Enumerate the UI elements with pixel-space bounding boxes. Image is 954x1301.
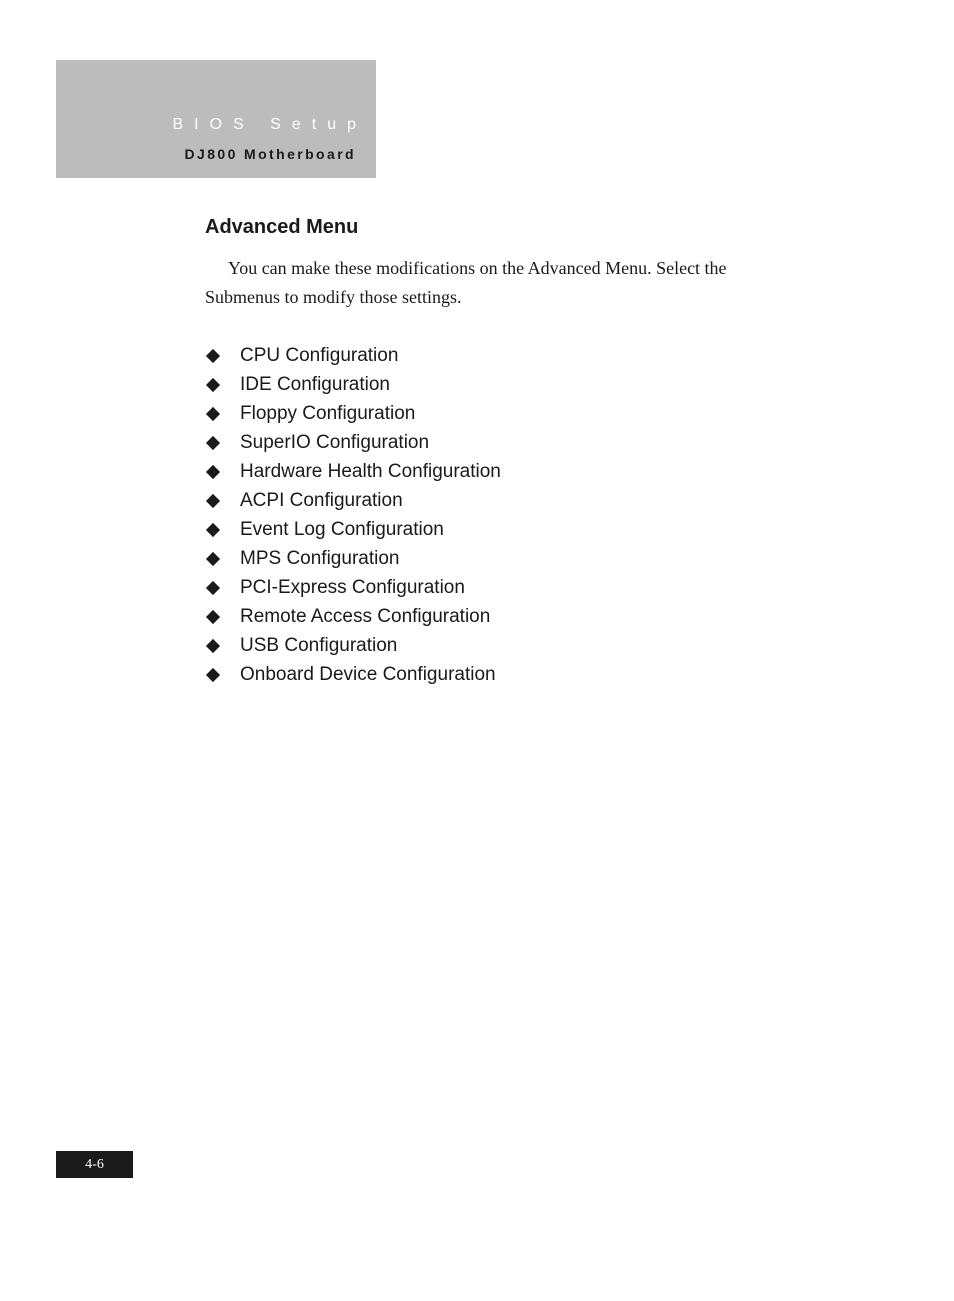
- header-title: BIOS Setup: [172, 116, 367, 133]
- submenu-label: SuperIO Configuration: [240, 431, 430, 453]
- diamond-bullet-icon: [206, 638, 220, 652]
- diamond-bullet-icon: [206, 406, 220, 420]
- submenu-item-superio: [205, 428, 501, 457]
- diamond-bullet-icon: [206, 580, 220, 594]
- header-subtitle: DJ800 Motherboard: [184, 146, 356, 162]
- diamond-bullet-icon: [206, 464, 220, 478]
- submenu-item-mps: [205, 544, 501, 573]
- diamond-bullet-icon: [206, 493, 220, 507]
- submenu-item-ide: [205, 370, 501, 399]
- submenu-label: Onboard Device Configuration: [240, 663, 496, 685]
- submenu-label: PCI-Express Configuration: [240, 576, 465, 598]
- submenu-label: CPU Configuration: [240, 344, 399, 366]
- header-box: [56, 60, 376, 178]
- submenu-item-usb: [205, 631, 501, 660]
- diamond-bullet-icon: [206, 667, 220, 681]
- submenu-item-remote-access: [205, 602, 501, 631]
- submenu-item-floppy: [205, 399, 501, 428]
- submenu-label: MPS Configuration: [240, 547, 400, 569]
- diamond-bullet-icon: [206, 551, 220, 565]
- submenu-item-hardware-health: [205, 457, 501, 486]
- submenu-label: ACPI Configuration: [240, 489, 403, 511]
- submenu-label: Event Log Configuration: [240, 518, 444, 540]
- submenu-item-pci-express: [205, 573, 501, 602]
- submenu-label: Floppy Configuration: [240, 402, 416, 424]
- diamond-bullet-icon: [206, 435, 220, 449]
- submenu-label: Remote Access Configuration: [240, 605, 491, 627]
- page-number: 4-6: [56, 1151, 133, 1178]
- submenu-label: Hardware Health Configuration: [240, 460, 501, 482]
- diamond-bullet-icon: [206, 522, 220, 536]
- diamond-bullet-icon: [206, 348, 220, 362]
- submenu-item-cpu: [205, 341, 501, 370]
- intro-paragraph: You can make these modifications on the Advanced Menu. Select the Submenus to modify those settings.: [205, 258, 727, 307]
- submenu-item-acpi: [205, 486, 501, 515]
- submenu-item-onboard-device: [205, 660, 501, 689]
- submenu-label: USB Configuration: [240, 634, 398, 656]
- submenu-item-event-log: [205, 515, 501, 544]
- submenu-label: IDE Configuration: [240, 373, 390, 395]
- submenu-list: [205, 341, 501, 689]
- diamond-bullet-icon: [206, 609, 220, 623]
- section-heading: Advanced Menu: [205, 216, 359, 238]
- diamond-bullet-icon: [206, 377, 220, 391]
